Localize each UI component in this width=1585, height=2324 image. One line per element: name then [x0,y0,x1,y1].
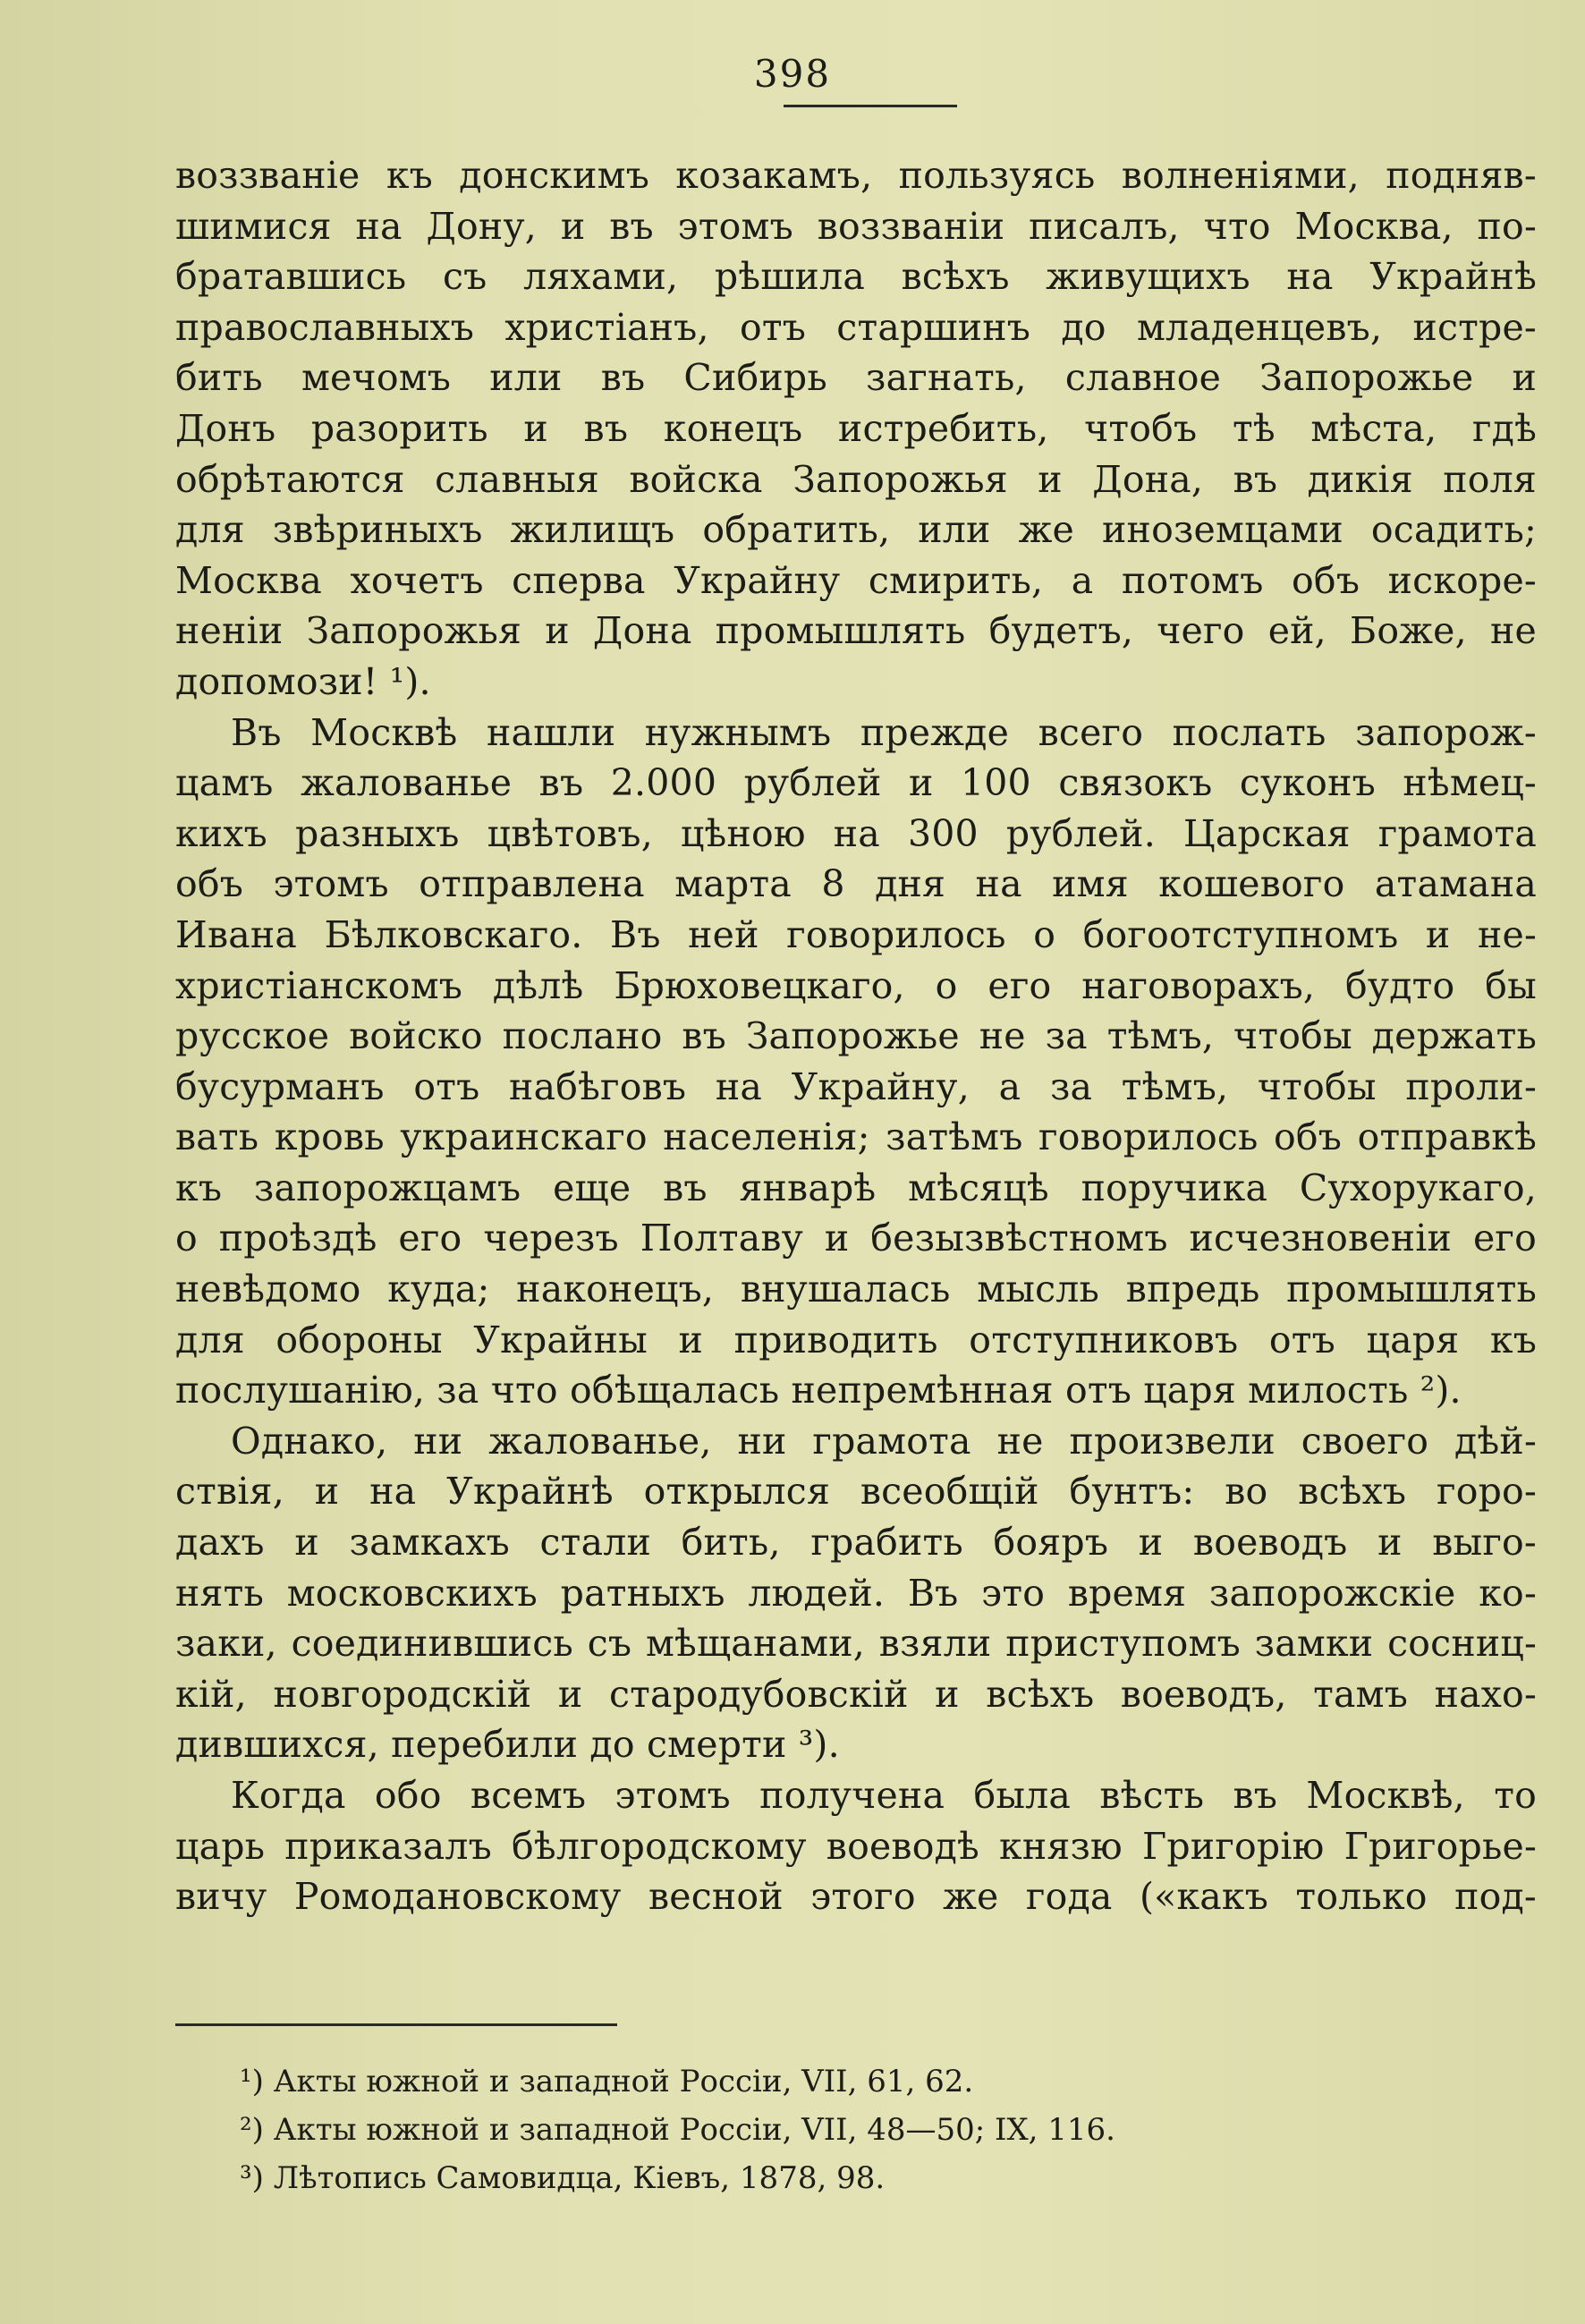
page-number: 398 [753,52,832,96]
text-line: царь приказалъ бѣлгородскому воеводѣ князю Григорію Григорье- [175,1824,1537,1868]
text-line: вать кровь украинскаго населенія; затѣмъ говорилось объ отправкѣ [175,1115,1537,1159]
page-number-rule [784,105,957,107]
text-line: кихъ разныхъ цвѣтовъ, цѣною на 300 рублей. Царская грамота [175,811,1537,855]
text-line: бить мечомъ или въ Сибирь загнать, славное Запорожье и [175,356,1537,400]
text-line: Однако, ни жалованье, ни грамота не произвели своего дѣй- [231,1419,1537,1463]
footnote-3: ³) Лѣтопись Самовидца, Кіевъ, 1878, 98. [240,2160,886,2196]
text-line: о проѣздѣ его черезъ Полтаву и безызвѣстномъ исчезновеніи его [175,1217,1537,1260]
text-line: ствія, и на Украйнѣ открылся всеобщій бунтъ: во всѣхъ горо- [175,1470,1537,1514]
text-line: для звѣриныхъ жилищъ обратить, или же иноземцами осадить; [175,508,1537,552]
text-line: Въ Москвѣ нашли нужнымъ прежде всего послать запорож- [231,710,1537,754]
text-line: заки, соединившись съ мѣщанами, взяли приступомъ замки сосниц- [175,1622,1537,1666]
text-line: нять московскихъ ратныхъ людей. Въ это время запорожскіе ко- [175,1571,1537,1615]
text-line: вичу Ромодановскому весной этого же года («какъ только под- [175,1875,1537,1919]
text-line: допомози! ¹). [175,659,431,703]
footnote-2: ²) Акты южной и западной Россіи, VII, 48—50; IX, 116. [240,2112,1115,2148]
text-line: дахъ и замкахъ стали бить, грабить бояръ и воеводъ и выго- [175,1521,1537,1565]
footnote-1: ¹) Акты южной и западной Россіи, VII, 61, 62. [240,2064,974,2099]
text-line: христіанскомъ дѣлѣ Брюховецкаго, о его наговорахъ, будто бы [175,963,1537,1007]
text-line: православныхъ христіанъ, отъ старшинъ до младенцевъ, истре- [175,305,1537,349]
text-line: дившихся, перебили до смерти ³). [175,1723,840,1767]
text-line: цамъ жалованье въ 2.000 рублей и 100 связокъ суконъ нѣмец- [175,761,1537,805]
text-line: неніи Запорожья и Дона промышлять будетъ, чего ей, Боже, не [175,609,1537,653]
text-line: братавшись съ ляхами, рѣшила всѣхъ живущихъ на Украйнѣ [175,255,1537,299]
text-line: послушанію, за что обѣщалась непремѣнная отъ царя милость ²). [175,1369,1462,1412]
text-line: Когда обо всемъ этомъ получена была вѣсть въ Москвѣ, то [231,1774,1537,1817]
text-line: шимися на Дону, и въ этомъ воззваніи писалъ, что Москва, по- [175,204,1537,248]
text-line: воззваніе къ донскимъ козакамъ, пользуясь волненіями, подняв- [175,154,1537,197]
text-line: Москва хочетъ сперва Украйну смирить, а потомъ объ искоре- [175,558,1537,602]
text-line: обрѣтаются славныя войска Запорожья и Дона, въ дикія поля [175,457,1537,501]
text-line: объ этомъ отправлена марта 8 дня на имя кошевого атамана [175,862,1537,906]
text-line: Ивана Бѣлковскаго. Въ ней говорилось о богоотступномъ и не- [175,912,1537,956]
text-line: для обороны Украйны и приводить отступниковъ отъ царя къ [175,1318,1537,1361]
text-line: къ запорожцамъ еще въ январѣ мѣсяцѣ поручика Сухорукаго, [175,1166,1537,1209]
body-text [175,150,1537,1922]
text-line: бусурманъ отъ набѣговъ на Украйну, а за тѣмъ, чтобы проли- [175,1064,1537,1108]
text-line: Донъ разорить и въ конецъ истребить, чтобъ тѣ мѣста, гдѣ [175,406,1537,450]
footnotes [240,2057,1403,2202]
footnote-rule [175,2023,617,2026]
text-line: кій, новгородскій и стародубовскій и всѣхъ воеводъ, тамъ нахо- [175,1672,1537,1716]
text-line: русское войско послано въ Запорожье не за тѣмъ, чтобы держать [175,1014,1537,1058]
text-line: невѣдомо куда; наконецъ, внушалась мысль впредь промышлять [175,1268,1537,1311]
